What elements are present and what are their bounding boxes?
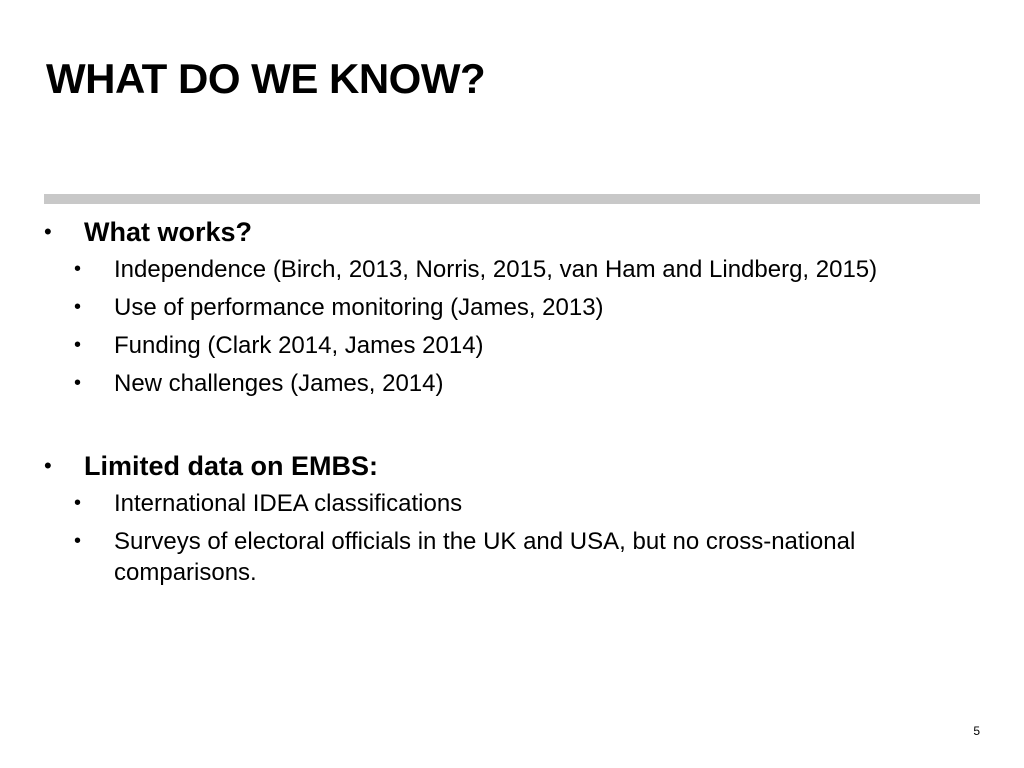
list-item-text: Use of performance monitoring (James, 2013): [114, 294, 604, 321]
bullet-icon: •: [74, 258, 82, 280]
list-item-text: Independence (Birch, 2013, Norris, 2015, van Ham and Lindberg, 2015): [114, 256, 878, 283]
list-item: [0, 254, 1024, 285]
slide-content: [0, 212, 1024, 588]
section-limited-data: [0, 446, 1024, 588]
bullet-list: [0, 254, 1024, 399]
section-heading: [0, 212, 1024, 252]
bullet-icon: •: [44, 453, 52, 478]
bullet-icon: •: [74, 492, 82, 514]
bullet-icon: •: [74, 334, 82, 356]
bullet-icon: •: [74, 372, 82, 394]
section-heading-text: What works?: [84, 217, 253, 247]
list-item-text: New challenges (James, 2014): [114, 370, 444, 397]
list-item-text: Surveys of electoral officials in the UK and USA, but no cross-national comparisons.: [114, 528, 856, 586]
page-number: 5: [973, 724, 980, 738]
list-item-text: International IDEA classifications: [114, 490, 463, 517]
section-what-works: [0, 212, 1024, 399]
bullet-list: [0, 488, 1024, 588]
title-divider: [44, 194, 980, 204]
slide-title: WHAT DO WE KNOW?: [46, 55, 486, 102]
list-item: [0, 526, 1024, 588]
section-heading: [0, 446, 1024, 486]
list-item-text: Funding (Clark 2014, James 2014): [114, 332, 484, 359]
bullet-icon: •: [74, 296, 82, 318]
bullet-icon: •: [74, 530, 82, 552]
list-item: [0, 292, 1024, 323]
list-item: [0, 330, 1024, 361]
list-item: [0, 368, 1024, 399]
section-heading-text: Limited data on EMBS:: [84, 451, 379, 481]
list-item: [0, 488, 1024, 519]
bullet-icon: •: [44, 219, 52, 244]
